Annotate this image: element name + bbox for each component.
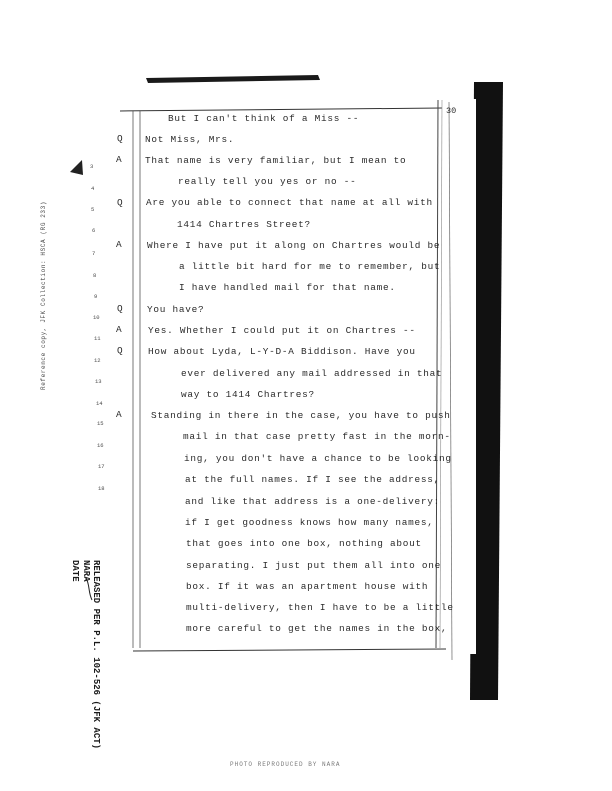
transcript-line: mail in that case pretty fast in the morn- (183, 431, 451, 442)
transcript-line: That name is very familiar, but I mean to (145, 155, 407, 166)
line-number: 13 (95, 378, 102, 385)
transcript-line: if I get goodness knows how many names, (185, 517, 434, 528)
line-number: 4 (91, 185, 95, 192)
line-number: 7 (92, 250, 96, 257)
speaker-marker: A (116, 324, 122, 335)
line-number: 10 (93, 314, 100, 321)
line-number: 18 (98, 485, 105, 492)
transcript-line: ing, you don't have a chance to be looking (184, 453, 452, 464)
transcript-line: 1414 Chartres Street? (177, 219, 311, 230)
transcript-line: box. If it was an apartment house with (186, 581, 429, 592)
speaker-marker: Q (117, 197, 123, 208)
release-stamp-line: NARA (80, 560, 91, 582)
line-number: 6 (92, 227, 96, 234)
top-shadow (146, 75, 320, 83)
transcript-line: You have? (147, 304, 205, 315)
line-number: 16 (97, 442, 104, 449)
release-stamp (70, 560, 101, 749)
transcript-line: ever delivered any mail addressed in that (181, 368, 443, 379)
transcript-line: really tell you yes or no -- (178, 176, 357, 187)
line-number: 15 (97, 420, 104, 427)
release-stamp-line: DATE (70, 560, 81, 582)
line-number: 5 (91, 206, 95, 213)
transcript-line: How about Lyda, L-Y-D-A Biddison. Have you (148, 346, 416, 357)
transcript-line: a little bit hard for me to remember, but (179, 261, 441, 272)
release-stamp-line: RELEASED PER P.L. 102-526 (JFK ACT) (91, 560, 101, 750)
transcript-line: Yes. Whether I could put it on Chartres -- (148, 325, 416, 336)
speaker-marker: A (116, 409, 122, 420)
line-number: 11 (94, 335, 101, 342)
page-number: 30 (446, 106, 457, 116)
left-arrow-mark (70, 160, 83, 175)
line-number: 3 (90, 163, 94, 170)
speaker-marker: Q (117, 133, 123, 144)
transcript-line: that goes into one box, nothing about (186, 538, 422, 549)
transcript-line: But I can't think of a Miss -- (168, 113, 360, 124)
transcript-line: Are you able to connect that name at all with (146, 197, 433, 208)
transcript-line: Standing in there in the case, you have to push (151, 410, 451, 421)
line-number: 14 (96, 400, 103, 407)
transcript-line: and like that address is a one-delivery: (185, 496, 441, 507)
line-number: 9 (94, 293, 98, 300)
line-number: 12 (94, 357, 101, 364)
reference-copy-note: Reference copy, JFK Collection: HSCA (RG 233) (40, 200, 47, 390)
transcript-line: Where I have put it along on Chartres would be (147, 240, 441, 251)
transcript-line: more careful to get the names in the box, (186, 623, 448, 634)
photo-reproduction-footer: PHOTO REPRODUCED BY NARA (230, 761, 341, 768)
line-number: 17 (98, 463, 105, 470)
transcript-line: way to 1414 Chartres? (181, 389, 315, 400)
transcript-line: Not Miss, Mrs. (145, 134, 235, 145)
transcript-line: separating. I just put them all into one (186, 560, 442, 571)
speaker-marker: A (116, 154, 122, 165)
line-number: 8 (93, 272, 97, 279)
speaker-marker: Q (117, 345, 123, 356)
transcript-line: I have handled mail for that name. (179, 282, 396, 293)
speaker-marker: Q (117, 303, 123, 314)
transcript-line: multi-delivery, then I have to be a little (186, 602, 454, 613)
transcript-line: at the full names. If I see the address, (185, 474, 441, 485)
speaker-marker: A (116, 239, 122, 250)
